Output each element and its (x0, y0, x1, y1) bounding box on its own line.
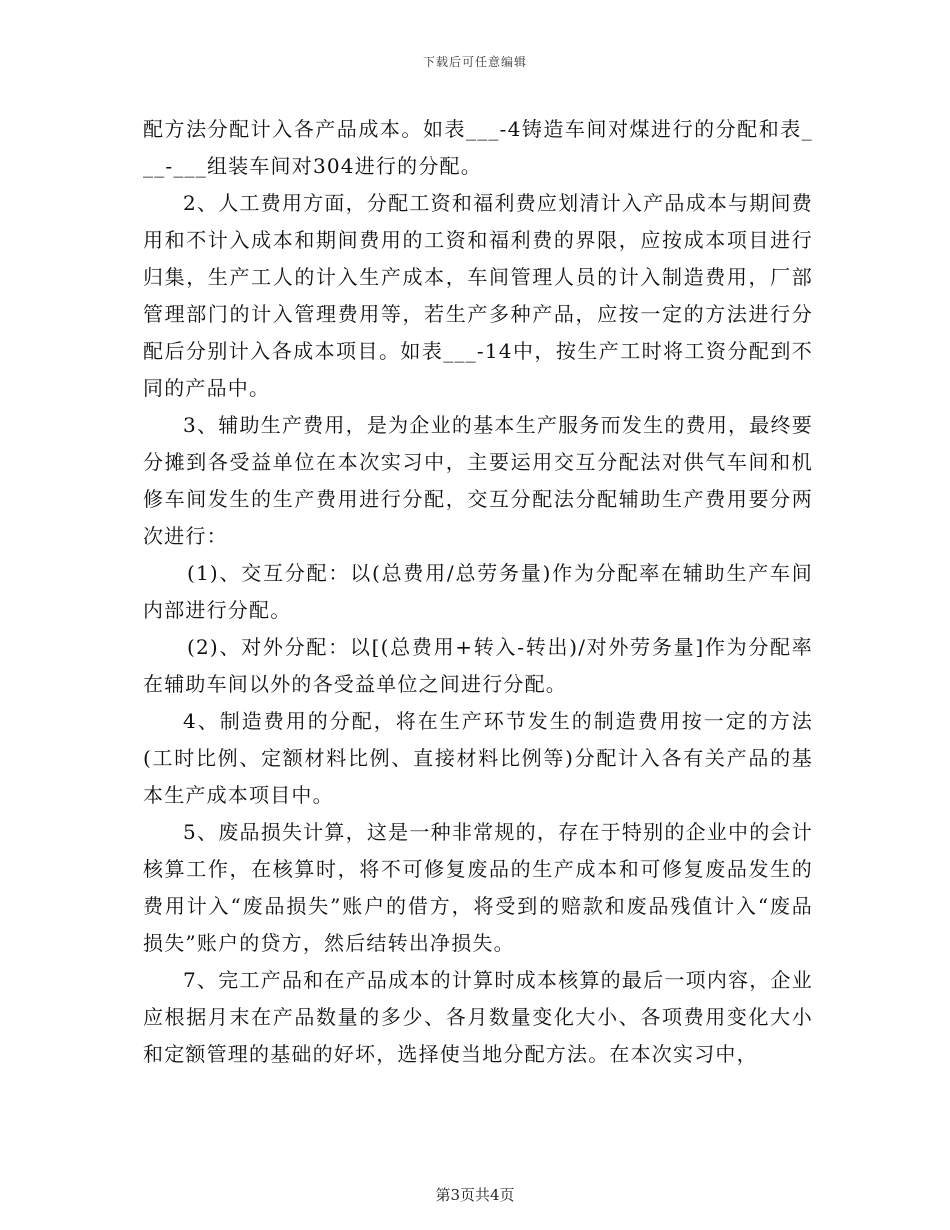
paragraph-item-3-2: (2)、对外分配：以[(总费用+转入-转出)/对外劳务量]作为分配率在辅助车间以外的各受益单位之间进行分配。 (143, 635, 813, 696)
document-body (143, 111, 813, 1073)
page-header: 下载后可任意编辑 (422, 55, 527, 69)
paragraph-item-3: 3、辅助生产费用，是为企业的基本生产服务而发生的费用，最终要分摊到各受益单位在本次实习中，主要运用交互分配法对供气车间和机修车间发生的生产费用进行分配，交互分配法分配辅助生产费用要分两次进行： (143, 413, 813, 548)
paragraph-item-3-1: (1)、交互分配：以(总费用/总劳务量)作为分配率在辅助生产车间内部进行分配。 (143, 561, 813, 622)
paragraph-item-5: 5、废品损失计算，这是一种非常规的，存在于特别的企业中的会计核算工作，在核算时，将不可修复废品的生产成本和可修复废品发生的费用计入“废品损失”账户的借方，将受到的赔款和废品残值计入“废品损失”账户的贷方，然后结转出净损失。 (143, 820, 813, 955)
paragraph-item-4: 4、制造费用的分配，将在生产环节发生的制造费用按一定的方法(工时比例、定额材料比例、直接材料比例等)分配计入各有关产品的基本生产成本项目中。 (143, 709, 813, 807)
paragraph-continuation: 配方法分配计入各产品成本。如表___-4铸造车间对煤进行的分配和表___-___组装车间对304进行的分配。 (143, 117, 813, 178)
paragraph-item-7: 7、完工产品和在产品成本的计算时成本核算的最后一项内容，企业应根据月末在产品数量的多少、各月数量变化大小、各项费用变化大小和定额管理的基础的好坏，选择使当地分配方法。在本次实习中， (143, 968, 813, 1066)
paragraph-item-2: 2、人工费用方面，分配工资和福利费应划清计入产品成本与期间费用和不计入成本和期间费用的工资和福利费的界限，应按成本项目进行归集，生产工人的计入生产成本，车间管理人员的计入制造费用，厂部管理部门的计入管理费用等，若生产多种产品，应按一定的方法进行分配后分别计入各成本项目。如表___-14中，按生产工时将工资分配到不同的产品中。 (143, 191, 813, 400)
page-number: 第3页共4页 (435, 1186, 515, 1204)
